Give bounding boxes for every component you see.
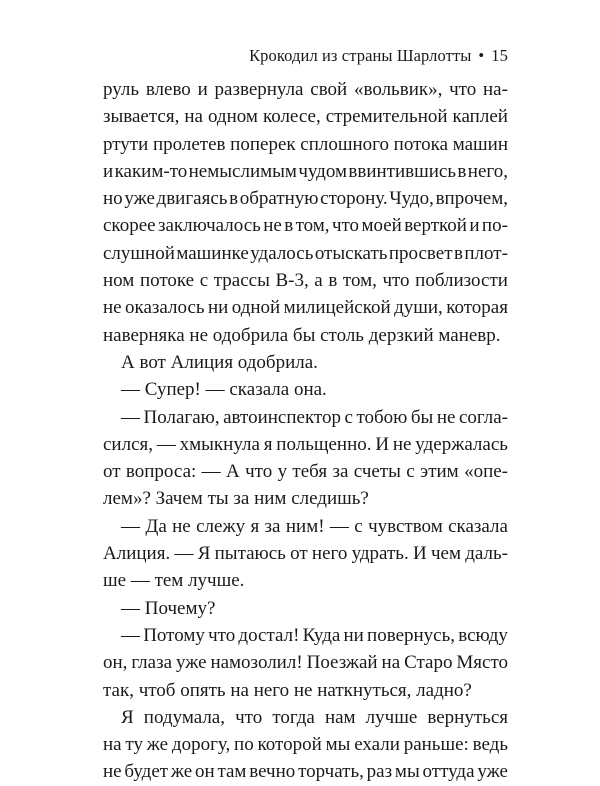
word: — xyxy=(329,515,349,537)
word: глаза xyxy=(131,652,173,674)
word: Куда xyxy=(302,624,341,646)
word: Полагаю, xyxy=(143,406,220,428)
word: вернуться xyxy=(427,706,508,728)
word: Я xyxy=(197,543,211,565)
word: за xyxy=(264,515,281,537)
text-line xyxy=(103,185,508,212)
word: ним! xyxy=(285,515,325,537)
text-line xyxy=(103,704,508,731)
word: на- xyxy=(482,79,508,100)
word: которая xyxy=(446,297,508,319)
word: мы xyxy=(325,734,351,756)
word: — xyxy=(201,461,221,483)
word: которой xyxy=(257,734,322,756)
word: «опе- xyxy=(464,461,508,483)
word: я xyxy=(263,433,273,455)
word: уже xyxy=(477,761,508,783)
word: сторону. xyxy=(320,188,388,210)
word: машинке xyxy=(176,242,249,264)
word: стремительной xyxy=(325,106,448,128)
text-line xyxy=(103,294,508,321)
word: не xyxy=(263,215,282,237)
word: плот- xyxy=(464,242,508,264)
word: каким-то xyxy=(114,160,188,182)
word: оказалось xyxy=(125,297,205,319)
word: В-3, xyxy=(275,270,309,292)
word: раньше: xyxy=(403,734,469,756)
word: с xyxy=(406,461,415,483)
word: от xyxy=(103,461,121,483)
word: даль- xyxy=(465,543,508,565)
text-line xyxy=(103,431,508,458)
word: что xyxy=(208,624,236,646)
word: влево xyxy=(145,79,191,100)
word: сплошного xyxy=(300,133,389,155)
text-line xyxy=(103,513,508,540)
word: свой xyxy=(310,79,348,100)
word: Алиция. xyxy=(103,543,171,565)
text-line: лем»? Зачем ты за ним следишь? xyxy=(103,488,369,510)
word: — xyxy=(174,543,194,565)
word: потоке xyxy=(139,270,195,292)
word: руль xyxy=(103,79,140,100)
word: души, xyxy=(394,297,443,319)
word: — xyxy=(121,515,140,537)
word: Поезжай xyxy=(306,652,378,674)
word: согла- xyxy=(458,406,508,428)
word: ртути xyxy=(103,133,149,155)
word: одной xyxy=(231,297,281,319)
text-line: наверняка не одобрила бы столь дерзкий маневр. xyxy=(103,324,501,346)
word: достал! xyxy=(238,624,300,646)
word: заключалось xyxy=(157,215,261,237)
text-line: так, чтоб опять на него не наткнуться, ладно? xyxy=(103,679,472,701)
text-line xyxy=(103,158,508,185)
word: И xyxy=(412,543,427,565)
word: лучше xyxy=(365,706,418,728)
word: тогда xyxy=(272,706,315,728)
word: раз xyxy=(366,761,393,783)
word: а xyxy=(314,270,323,292)
word: нам xyxy=(324,706,356,728)
text-line xyxy=(103,131,508,158)
word: уже xyxy=(124,188,155,210)
word: что xyxy=(331,215,360,237)
page-number: 15 xyxy=(491,46,508,65)
word: по xyxy=(234,734,254,756)
word: намозолил! xyxy=(210,652,303,674)
text-line: — Супер! — сказала она. xyxy=(121,379,327,401)
text-line xyxy=(103,731,508,758)
word: всюду xyxy=(458,624,508,646)
word: не xyxy=(436,406,456,428)
word: колесе, xyxy=(262,106,321,128)
word: же xyxy=(170,761,193,783)
text-line xyxy=(103,212,508,239)
word: чудом xyxy=(298,160,348,182)
word: И xyxy=(375,433,390,455)
word: — xyxy=(121,624,140,646)
book-title: Крокодил из страны Шарлотты xyxy=(249,46,472,65)
word: зывается, xyxy=(103,106,180,128)
word: слушной xyxy=(103,242,175,264)
word: в xyxy=(229,188,239,210)
text-line xyxy=(103,758,508,785)
word: ном xyxy=(103,270,135,292)
text-line: А вот Алиция одобрила. xyxy=(121,351,318,373)
word: подумала, xyxy=(143,706,225,728)
word: в xyxy=(328,270,338,292)
word: не xyxy=(172,515,191,537)
word: что xyxy=(235,706,263,728)
word: польщенно. xyxy=(276,433,372,455)
word: он xyxy=(194,761,215,783)
word: и xyxy=(103,160,114,182)
word: трассы xyxy=(213,270,270,292)
word: этим xyxy=(420,461,459,483)
word: пролетев xyxy=(152,133,226,155)
word: что xyxy=(382,270,410,292)
text-line xyxy=(103,649,508,676)
word: по- xyxy=(481,215,508,237)
word: тобою xyxy=(356,406,408,428)
word: бы xyxy=(410,406,434,428)
word: ехали xyxy=(354,734,400,756)
text-line xyxy=(103,540,508,567)
word: ведь xyxy=(472,734,508,756)
word: тебя xyxy=(292,461,328,483)
word: просвет xyxy=(388,242,453,264)
word: А xyxy=(226,461,240,483)
word: него, xyxy=(467,160,508,182)
word: не xyxy=(392,433,412,455)
word: Чудо, xyxy=(389,188,434,210)
word: двигаясь xyxy=(156,188,228,210)
word: ни xyxy=(343,624,364,646)
word: что xyxy=(449,79,477,100)
word: на xyxy=(103,734,122,756)
word: развернула xyxy=(214,79,304,100)
word: одном xyxy=(207,106,258,128)
word: обратную xyxy=(239,188,319,210)
word: и xyxy=(197,79,208,100)
word: там xyxy=(217,761,247,783)
word: впрочем, xyxy=(435,188,508,210)
word: что xyxy=(245,461,273,483)
word: повернусь, xyxy=(367,624,456,646)
word: дорогу, xyxy=(171,734,231,756)
word: него xyxy=(311,543,348,565)
word: удалось xyxy=(250,242,314,264)
word: не xyxy=(103,761,122,783)
word: хмыкнула xyxy=(179,433,260,455)
text-line xyxy=(103,76,508,103)
word: но xyxy=(103,188,123,210)
word: счеты xyxy=(353,461,401,483)
text-line xyxy=(103,103,508,130)
word: от xyxy=(290,543,308,565)
word: Потому xyxy=(143,624,205,646)
word: скорее xyxy=(103,215,156,237)
word: моей xyxy=(361,215,402,237)
word: верткой xyxy=(404,215,467,237)
word: на xyxy=(381,652,401,674)
word: немыслимым xyxy=(188,160,297,182)
word: мы xyxy=(394,761,420,783)
word: чем xyxy=(430,543,461,565)
word: удержалась xyxy=(415,433,508,455)
word: вопроса: xyxy=(125,461,197,483)
running-header xyxy=(249,46,508,66)
word: чувством xyxy=(368,515,443,537)
text-line: — Почему? xyxy=(121,597,216,619)
word: на xyxy=(184,106,203,128)
text-line xyxy=(103,267,508,294)
word: «вольвик», xyxy=(353,79,443,100)
word: поблизости xyxy=(415,270,508,292)
word: каплей xyxy=(452,106,508,128)
word: за xyxy=(332,461,349,483)
text-line xyxy=(103,458,508,485)
header-separator: • xyxy=(478,46,485,65)
word: Старо xyxy=(404,652,453,674)
word: я xyxy=(250,515,260,537)
word: ту xyxy=(125,734,143,756)
word: отыскать xyxy=(314,242,388,264)
word: с xyxy=(344,406,353,428)
word: машин xyxy=(452,133,508,155)
word: поперек xyxy=(230,133,296,155)
word: Да xyxy=(145,515,167,537)
word: торчать, xyxy=(298,761,364,783)
word: он, xyxy=(103,652,128,674)
word: с xyxy=(199,270,209,292)
word: в xyxy=(457,160,467,182)
word: — xyxy=(156,433,176,455)
word: вечно xyxy=(249,761,296,783)
word: у xyxy=(277,461,288,483)
word: Място xyxy=(456,652,508,674)
word: ввинтившись xyxy=(348,160,457,182)
word: в xyxy=(284,215,294,237)
text-line xyxy=(103,622,508,649)
word: слежу xyxy=(196,515,246,537)
text-line: ше — тем лучше. xyxy=(103,570,245,592)
word: милицейской xyxy=(283,297,391,319)
word: удрать. xyxy=(351,543,409,565)
word: сился, xyxy=(103,433,154,455)
word: потока xyxy=(393,133,449,155)
word: автоинспектор xyxy=(223,406,341,428)
word: будет xyxy=(124,761,169,783)
word: сказала xyxy=(448,515,508,537)
word: ни xyxy=(208,297,229,319)
word: — xyxy=(121,406,140,428)
word: Я xyxy=(121,706,134,728)
word: же xyxy=(146,734,169,756)
body-text xyxy=(103,76,508,786)
word: не xyxy=(103,297,122,319)
text-line xyxy=(103,404,508,431)
word: том, xyxy=(342,270,377,292)
word: пытаюсь xyxy=(214,543,286,565)
word: оттуда xyxy=(422,761,475,783)
word: с xyxy=(354,515,363,537)
word: в xyxy=(453,242,463,264)
word: и xyxy=(469,215,480,237)
word: уже xyxy=(175,652,207,674)
word: том, xyxy=(295,215,330,237)
text-line xyxy=(103,240,508,267)
